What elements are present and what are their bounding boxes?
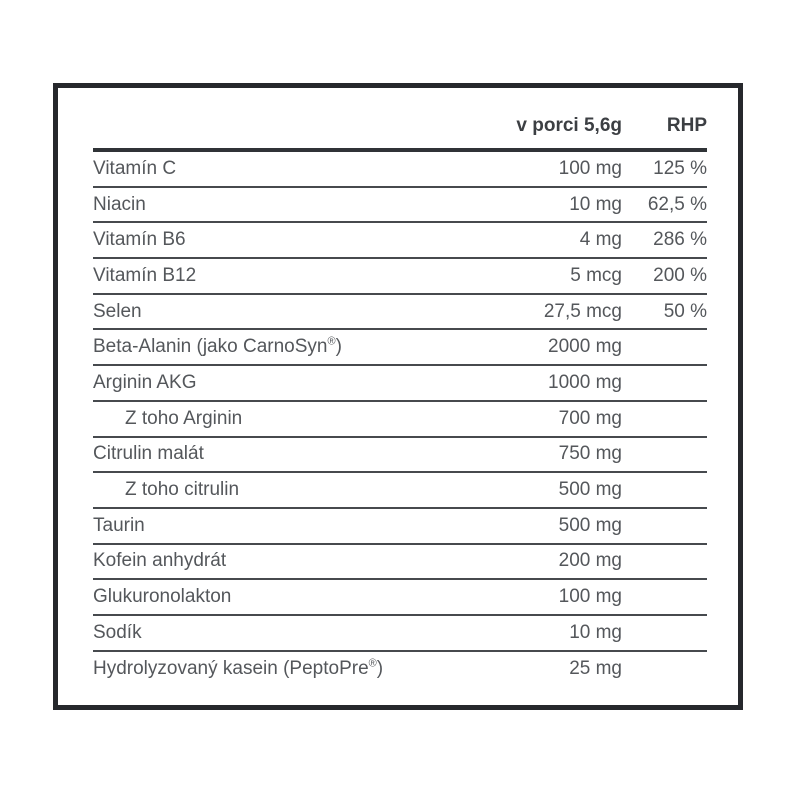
row-amount-value: 27,5 mcg: [543, 300, 622, 322]
row-ingredient-name: Z toho citrulin: [125, 479, 240, 501]
row-rhp-value: 62,5 %: [647, 193, 707, 215]
row-rhp-value: 286 %: [653, 229, 707, 251]
table-body: [93, 152, 707, 687]
row-amount-value: 750 mg: [558, 443, 622, 465]
row-ingredient-name: Selen: [93, 300, 142, 322]
row-ingredient-name: Hydrolyzovaný kasein (PeptoPre®): [93, 658, 384, 680]
row-ingredient-name: Kofein anhydrát: [93, 550, 227, 572]
supplement-facts-table: [93, 88, 707, 687]
table-row: [93, 366, 707, 402]
table-row: [93, 616, 707, 652]
row-ingredient-name: Arginin AKG: [93, 371, 197, 393]
row-ingredient-name: Glukuronolakton: [93, 586, 232, 608]
table-header-row: [93, 88, 707, 152]
row-rhp-value: 125 %: [653, 157, 707, 179]
table-row: [93, 509, 707, 545]
row-ingredient-name: Vitamín B12: [93, 264, 197, 286]
header-amount-column: v porci 5,6g: [516, 115, 622, 136]
table-row: [93, 402, 707, 438]
table-row: [93, 438, 707, 474]
row-amount-value: 25 mg: [569, 658, 622, 680]
row-ingredient-name: Sodík: [93, 621, 142, 643]
table-row: [93, 330, 707, 366]
row-ingredient-name: Vitamín B6: [93, 229, 186, 251]
row-amount-value: 1000 mg: [548, 371, 622, 393]
row-amount-value: 5 mcg: [570, 264, 622, 286]
registered-trademark-symbol: ®: [368, 658, 377, 671]
row-rhp-value: 200 %: [653, 264, 707, 286]
row-ingredient-name: Citrulin malát: [93, 443, 204, 465]
row-amount-value: 100 mg: [558, 586, 622, 608]
supplement-facts-frame: [53, 83, 743, 710]
row-amount-value: 500 mg: [558, 479, 622, 501]
table-row: [93, 295, 707, 331]
row-amount-value: 2000 mg: [548, 336, 622, 358]
row-amount-value: 10 mg: [569, 621, 622, 643]
row-amount-value: 100 mg: [558, 157, 622, 179]
row-ingredient-name: Taurin: [93, 514, 145, 536]
table-row: [93, 188, 707, 224]
row-ingredient-name: Beta-Alanin (jako CarnoSyn®): [93, 335, 342, 358]
row-ingredient-name: Vitamín C: [93, 157, 177, 179]
registered-trademark-symbol: ®: [327, 335, 336, 348]
table-row: [93, 223, 707, 259]
row-amount-value: 10 mg: [569, 193, 622, 215]
table-row: [93, 580, 707, 616]
table-row: [93, 473, 707, 509]
row-amount-value: 4 mg: [579, 229, 622, 251]
row-amount-value: 700 mg: [558, 407, 622, 429]
row-ingredient-name: Z toho Arginin: [125, 407, 243, 429]
table-row: [93, 545, 707, 581]
row-ingredient-name: Niacin: [93, 193, 146, 215]
row-rhp-value: 50 %: [663, 300, 707, 322]
table-row: [93, 259, 707, 295]
table-row: [93, 652, 707, 688]
row-amount-value: 200 mg: [558, 550, 622, 572]
header-rhp-column: RHP: [666, 115, 707, 136]
table-row: [93, 152, 707, 188]
row-amount-value: 500 mg: [558, 514, 622, 536]
